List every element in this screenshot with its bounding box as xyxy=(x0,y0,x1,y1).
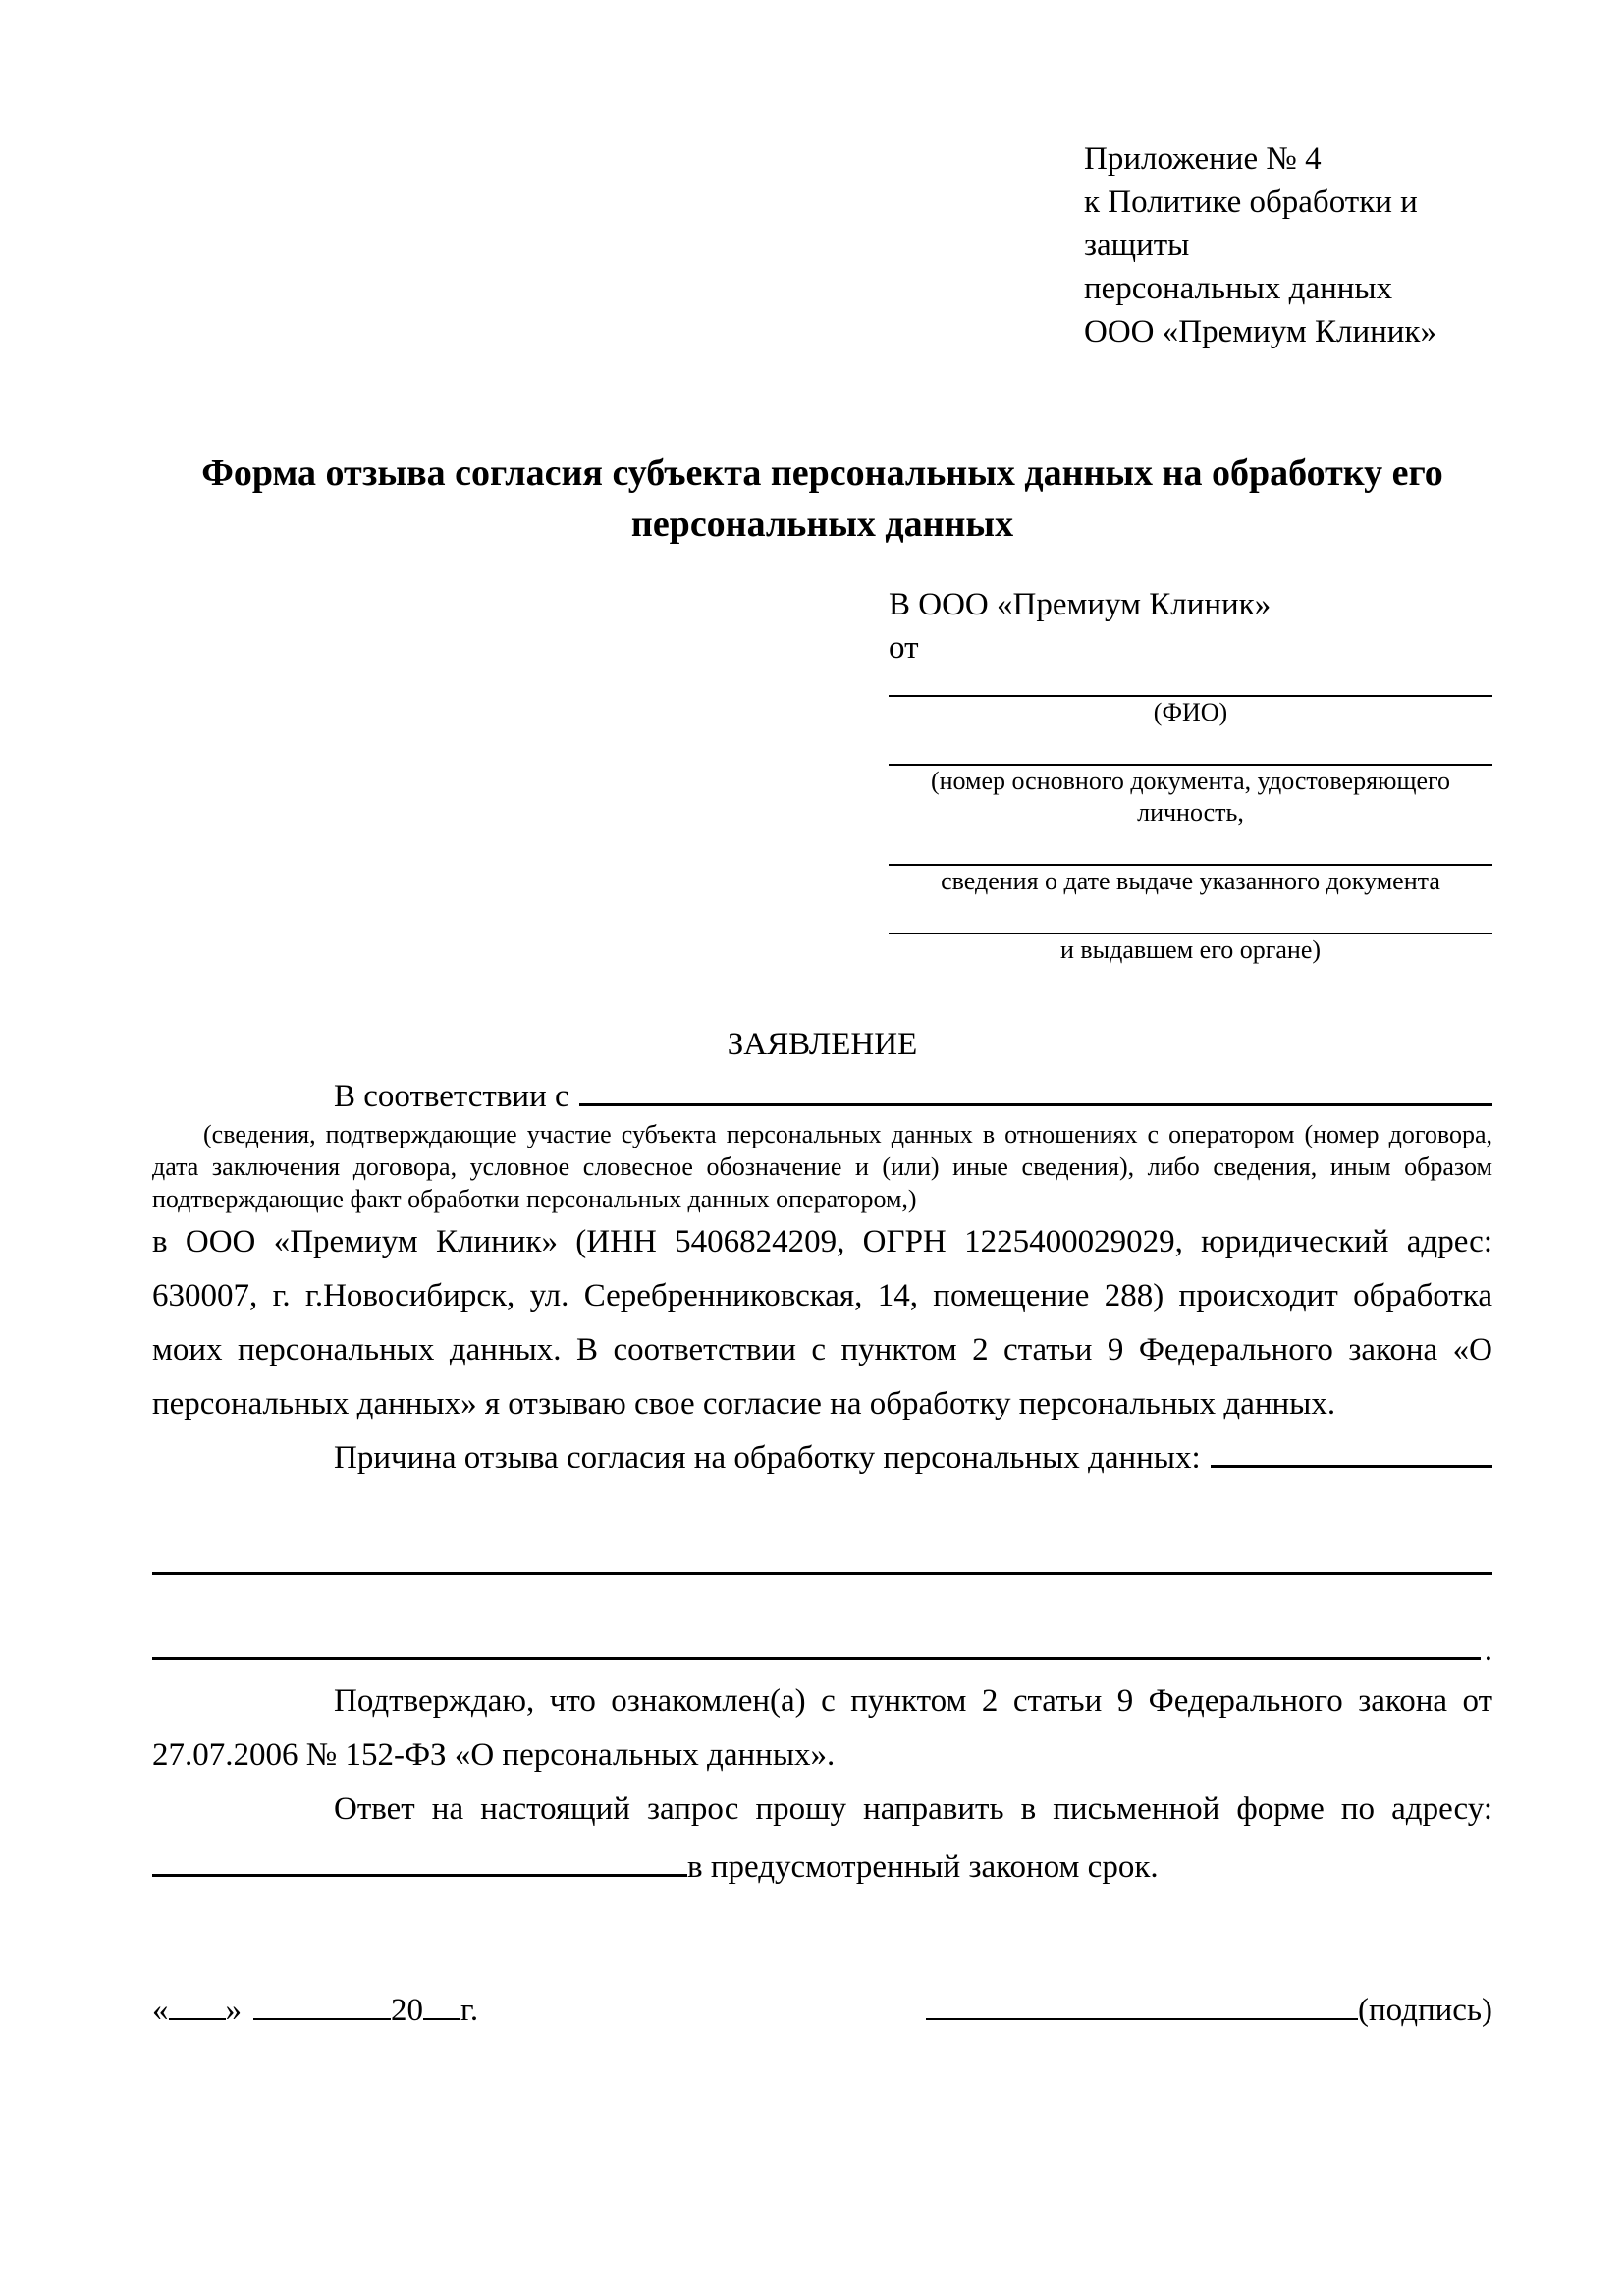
statement-body: в ООО «Премиум Клиник» (ИНН 5406824209, ОГРН 1225400029029, юридический адрес: 630007, г. г.Новосибирск, ул. Серебренниковская, 14, помещение 288) происходит обработка моих персональных данных. В соответствии с пунктом 2 статьи 9 Федерального закона «О персональных данных» я отзываю свое согласие на обработку персональных данных. xyxy=(152,1224,1492,1421)
reason-row xyxy=(152,1431,1492,1485)
reply-address-blank-line xyxy=(152,1837,687,1877)
signature-part xyxy=(926,1985,1492,2032)
issuing-authority-blank-line xyxy=(889,897,1492,934)
annex-header xyxy=(1084,137,1492,353)
date-month-blank-line xyxy=(253,1989,391,2020)
reason-blank-line-2 xyxy=(152,1534,1492,1575)
date-year-suffix: г. xyxy=(460,1993,479,2028)
reason-blank-row-1 xyxy=(152,1534,1492,1575)
signature-blank-line xyxy=(926,1985,1358,2020)
statement-heading: ЗАЯВЛЕНИЕ xyxy=(727,1027,918,1062)
intro-row xyxy=(152,1070,1492,1118)
basis-blank-line xyxy=(579,1070,1492,1106)
date-signature-row xyxy=(152,1985,1492,2032)
basis-fine-print: (сведения, подтверждающие участие субъекта персональных данных в отношениях с оператором (номер договора, дата заключения договора, условное словесное обозначение и (или) иные сведения), либо сведения, иным образом подтверждающие факт обработки персональных данных оператором,) xyxy=(152,1120,1492,1213)
reason-label: Причина отзыва согласия на обработку персональных данных: xyxy=(334,1440,1201,1475)
date-year-prefix: 20 xyxy=(391,1993,423,2028)
fio-blank-line xyxy=(889,669,1492,697)
issuing-authority-caption: и выдавшем его органе) xyxy=(1059,935,1322,964)
confirmation-paragraph: Подтверждаю, что ознакомлен(а) с пунктом 2 статьи 9 Федерального закона от 27.07.2006 № 152-ФЗ «О персональных данных». xyxy=(152,1683,1492,1773)
document-title: Форма отзыва согласия субъекта персональных данных на обработку его персональных данных xyxy=(201,453,1443,545)
date-quote-open: « xyxy=(152,1993,169,2028)
addressee-block xyxy=(889,583,1492,966)
document-number-caption: (номер основного документа, удостоверяющего личность, xyxy=(930,767,1451,827)
date-year-blank-line xyxy=(423,1989,460,2020)
annex-header-line: ООО «Премиум Клиник» xyxy=(1084,314,1436,349)
date-part xyxy=(152,1989,478,2032)
date-day-blank-line xyxy=(169,1989,226,2020)
fio-caption: (ФИО) xyxy=(1153,698,1228,726)
reply-suffix: в предусмотренный законом срок. xyxy=(687,1849,1159,1885)
reason-blank-line xyxy=(1211,1431,1492,1468)
reason-blank-line-3 xyxy=(152,1620,1481,1660)
annex-header-line: персональных данных xyxy=(1084,271,1393,306)
date-quote-close: » xyxy=(225,1993,242,2028)
reason-terminator: . xyxy=(1484,1632,1492,1668)
issue-date-caption: сведения о дате выдаче указанного документа xyxy=(941,867,1440,895)
addressee-to: В ООО «Премиум Клиник» xyxy=(889,587,1272,622)
reply-request-line: Ответ на настоящий запрос прошу направить в письменной форме по адресу: xyxy=(334,1791,1492,1827)
annex-header-line: к Политике обработки и защиты xyxy=(1084,185,1418,263)
addressee-from-label: от xyxy=(889,630,919,666)
signature-caption: (подпись) xyxy=(1358,1993,1492,2028)
issue-date-blank-line xyxy=(889,828,1492,866)
reason-blank-row-2 xyxy=(152,1620,1492,1669)
reply-address-row xyxy=(152,1837,1492,1895)
intro-prefix: В соответствии с xyxy=(334,1079,569,1114)
document-number-blank-line xyxy=(889,728,1492,766)
annex-header-line: Приложение № 4 xyxy=(1084,141,1322,177)
